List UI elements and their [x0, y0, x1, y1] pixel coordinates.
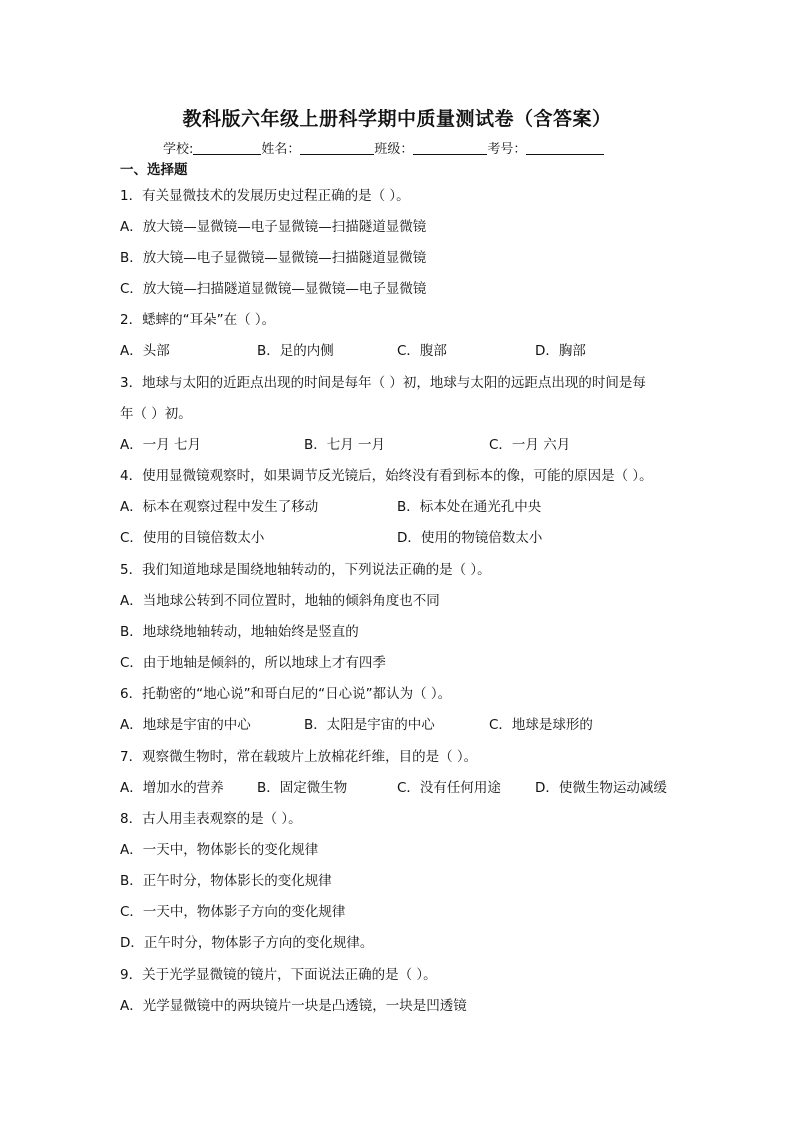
- question-7-option-c: C．没有任何用途: [397, 780, 501, 796]
- name-blank[interactable]: [300, 140, 374, 155]
- question-3-stem-cont: 年（ ）初。: [120, 406, 192, 422]
- question-2-option-d: D．胸部: [535, 343, 586, 359]
- section-heading: 一、选择题: [120, 162, 188, 178]
- question-2-option-b: B．足的内侧: [257, 343, 334, 359]
- question-3-stem: 3．地球与太阳的近距点出现的时间是每年（ ）初，地球与太阳的远距点出现的时间是每: [120, 375, 646, 391]
- question-4-option-a: A．标本在观察过程中发生了移动: [120, 499, 319, 515]
- question-1-option-c: C．放大镜—扫描隧道显微镜—显微镜—电子显微镜: [120, 281, 427, 297]
- question-2-option-a: A．头部: [120, 343, 170, 359]
- question-5-stem: 5．我们知道地球是围绕地轴转动的，下列说法正确的是（ ）。: [120, 562, 491, 578]
- question-8-option-a: A．一天中，物体影长的变化规律: [120, 842, 319, 858]
- student-info-fields: [163, 138, 604, 157]
- question-7-option-a: A．增加水的营养: [120, 780, 224, 796]
- question-8-option-b: B．正午时分，物体影长的变化规律: [120, 873, 332, 889]
- number-label: 考号：: [487, 142, 527, 157]
- question-5-option-b: B．地球绕地轴转动，地轴始终是竖直的: [120, 624, 359, 640]
- name-label: 姓名：: [261, 142, 301, 157]
- question-1-option-b: B．放大镜—电子显微镜—显微镜—扫描隧道显微镜: [120, 250, 427, 266]
- question-1-option-a: A．放大镜—显微镜—电子显微镜—扫描隧道显微镜: [120, 219, 427, 235]
- question-7-option-d: D．使微生物运动减缓: [535, 780, 667, 796]
- question-6-option-a: A．地球是宇宙的中心: [120, 717, 251, 733]
- question-2-stem: 2．蟋蟀的“耳朵”在（ ）。: [120, 312, 276, 328]
- question-3-option-c: C．一月 六月: [489, 437, 571, 453]
- question-8-option-c: C．一天中，物体影子方向的变化规律: [120, 904, 346, 920]
- question-9-stem: 9．关于光学显微镜的镜片，下面说法正确的是（ ）。: [120, 967, 437, 983]
- page-title: 教科版六年级上册科学期中质量测试卷（含答案）: [182, 108, 612, 130]
- question-4-option-d: D．使用的物镜倍数太小: [397, 530, 543, 546]
- class-label: 班级：: [374, 142, 414, 157]
- question-5-option-c: C．由于地轴是倾斜的，所以地球上才有四季: [120, 655, 386, 671]
- question-4-option-b: B．标本处在通光孔中央: [397, 499, 542, 515]
- question-4-stem: 4．使用显微镜观察时，如果调节反光镜后，始终没有看到标本的像，可能的原因是（ ）。: [120, 468, 653, 484]
- school-blank[interactable]: [193, 140, 261, 155]
- class-blank[interactable]: [413, 140, 487, 155]
- question-2-option-c: C．腹部: [397, 343, 447, 359]
- question-3-option-b: B．七月 一月: [304, 437, 386, 453]
- school-label: 学校:: [163, 142, 194, 157]
- question-9-option-a: A．光学显微镜中的两块镜片一块是凸透镜，一块是凹透镜: [120, 998, 467, 1014]
- question-6-stem: 6．托勒密的“地心说”和哥白尼的“日心说”都认为（ ）。: [120, 686, 452, 702]
- question-7-stem: 7．观察微生物时，常在载玻片上放棉花纤维，目的是（ ）。: [120, 749, 478, 765]
- question-6-option-c: C．地球是球形的: [489, 717, 593, 733]
- question-6-option-b: B．太阳是宇宙的中心: [304, 717, 435, 733]
- question-1-stem: 1．有关显微技术的发展历史过程正确的是（ ）。: [120, 188, 410, 204]
- question-5-option-a: A．当地球公转到不同位置时，地轴的倾斜角度也不同: [120, 593, 440, 609]
- question-4-option-c: C．使用的目镜倍数太小: [120, 530, 265, 546]
- question-7-option-b: B．固定微生物: [257, 780, 348, 796]
- number-blank[interactable]: [526, 140, 604, 155]
- question-3-option-a: A．一月 七月: [120, 437, 202, 453]
- question-8-option-d: D．正午时分，物体影子方向的变化规律。: [120, 935, 374, 951]
- question-8-stem: 8．古人用圭表观察的是（ ）。: [120, 811, 302, 827]
